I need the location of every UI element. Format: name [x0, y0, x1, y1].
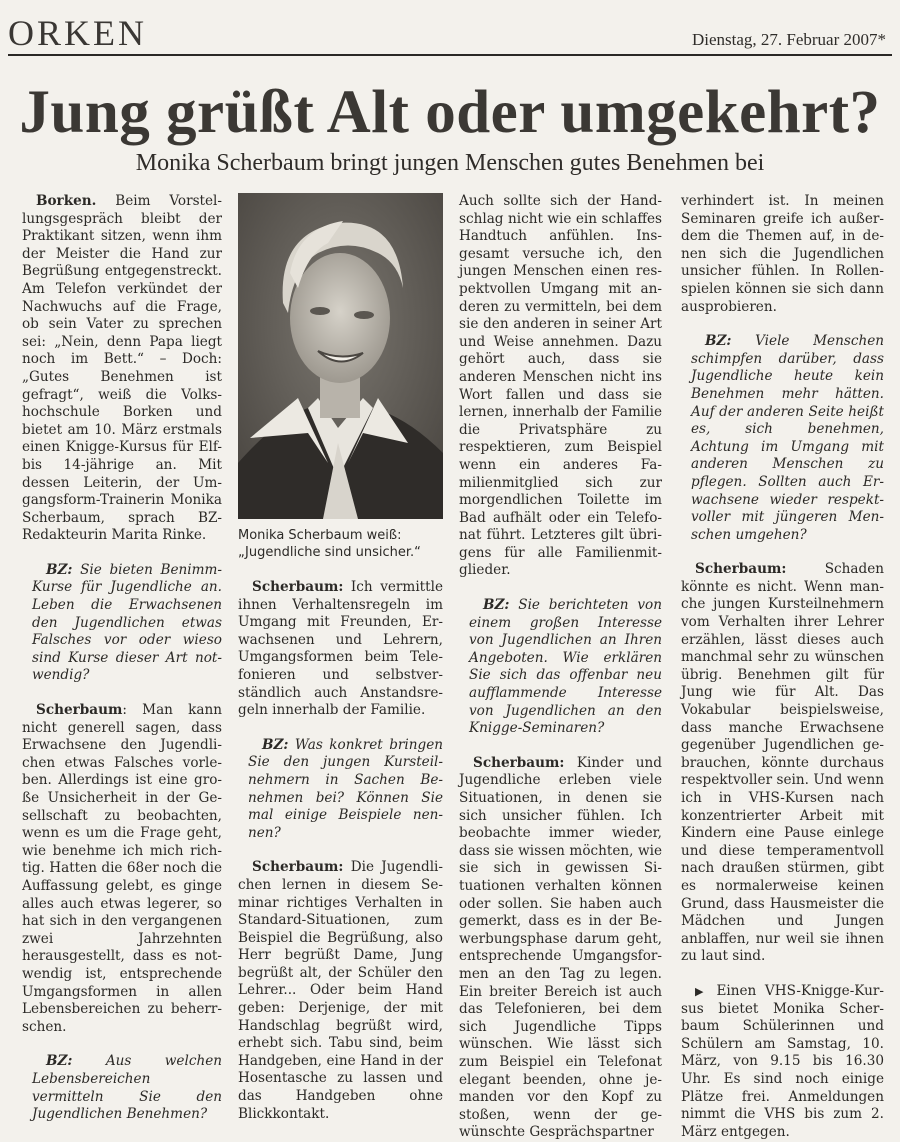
answer-label: Scherbaum: — [695, 561, 787, 578]
question-label: BZ: — [46, 561, 73, 578]
answer-4-continued: verhindert ist. In meinen Seminaren greife ich außerdem die Themen auf, in denen sich die Jugendlichen unsicher fühlen. In Rollenspielen können sie sich dann ausprobieren. — [681, 193, 884, 315]
headline: Jung grüßt Alt oder umgekehrt? — [19, 79, 881, 146]
answer-label: Scherbaum: — [252, 579, 344, 595]
publication-date: Dienstag, 27. Februar 2007* — [691, 30, 886, 49]
answer-label: Scherbaum: — [252, 859, 344, 876]
answer-label: Scherbaum: — [473, 754, 565, 771]
lead-paragraph: Borken. Beim Vorstellungsgespräch bleibt der Praktikant sitzen, wenn ihm der Meister die Hand zur Begrüßung entgegenstreckt. Am Telefon verkündet der Nachwuchs auf die Frage, ob sein Vater zu sprechen sei: „Nein, denn Papa liegt noch im Bett.“ – Doch: „Gutes Benehmen ist gefragt“, weiß die Volkshochschule Borken und bietet am 10. März erstmals einen Knigge-Kursus für Elf- bis 14-jährige an. Mit dessen Leiterin, der Umgangsform-Trainerin Monika Scherbaum, sprach BZ-Redakteurin Marita Rinke. — [22, 193, 222, 544]
column-4 — [681, 193, 884, 1141]
answer-1: Scherbaum: Man kann nicht generell sagen, dass Erwachsene den Jugendlichen etwas Falsches vorleben. Allerdings ist eine große Unsicherheit in der Gesellschaft zu beobachten, wenn es um die Frage geht, wie benehme ich mich richtig. Hatten die 68er noch die Auffassung gelebt, es ginge alles auch etwas legerer, so hat sich in den vergangenen zwei Jahrzehnten herausgestellt, dass es notwendig ist, entsprechende Umgangsformen in allen Lebensbereichen zu beherrschen. — [22, 702, 222, 1035]
masthead — [8, 14, 892, 56]
question-4: BZ: Sie berichteten von einem großen Interesse von Jugendlichen an Ihren Angeboten. Wie erklären Sie sich das offenbar neu aufflammende Interesse von Jugendlichen an den Knigge-Seminaren? — [469, 597, 662, 737]
subheadline: Monika Scherbaum bringt jungen Menschen gutes Benehmen bei — [135, 150, 765, 176]
question-label: BZ: — [705, 333, 732, 350]
answer-4: Scherbaum: Kinder und Jugendliche erleben viele Situationen, in denen sie sich unsicher fühlen. Ich beobachte immer wieder, dass sie wissen möchten, wie sie sich in gewissen Situationen verhalten können oder sollen. Sie haben auch gemerkt, dass es in der Bewerbungsphase darum geht, entsprechende Umgangsformen an den Tag zu legen. Ein breiter Bereich ist auch das Telefonieren, bei dem sich Jugendliche Tipps wünschen. Wie lässt sich zum Beispiel ein Telefonat elegant beenden, ohne jemanden vor den Kopf zu stoßen, wenn der gewünschte Gesprächspartner — [459, 754, 662, 1141]
answer-5: Scherbaum: Schaden könnte es nicht. Wenn manche jungen Kursteilnehmern vom Verhalten ihrer Lehrer erzählen, lässt dieses auch manchmal sehr zu wünschen übrig. Benehmen gilt für Jung wie für Alt. Das Vokabular beispielsweise, dass manche Erwachsene gegenüber Jugendlichen gebrauchen, könnte durchaus respektvoller sein. Und wenn ich in VHS-Kursen nach konzentrierter Arbeit mit Kindern eine Pause einlege und diese temperamentvoll nach draußen stürmen, gibt es normalerweise keinen Grund, dass Hausmeister die Mädchen und Jungen anblaffen, nur weil sie ihnen zu laut sind. — [681, 561, 884, 965]
column-2 — [238, 193, 443, 1123]
answer-3-continued: Auch sollte sich der Handschlag nicht wie ein schlaffes Handtuch anfühlen. Insgesamt versuche ich, den jungen Menschen einen respektvollen Umgang mit anderen zu vermitteln, bei dem sie den anderen in seiner Art und Weise annehmen. Dazu gehört auch, dass sie anderen Menschen nicht ins Wort fallen und dass sie lernen, innerhalb der Familie die Privatsphäre zu respektieren, zum Beispiel wenn ein anderes Familienmitglied sich zur morgendlichen Toilette im Bad aufhält oder ein Telefonat führt. Letzteres gilt übrigens für alle Familienmitglieder. — [459, 193, 662, 579]
question-1: BZ: Sie bieten Benimm-Kurse für Jugendliche an. Leben die Erwachsenen den Jugendlichen etwas Falsches vor oder wieso sind Kurse dieser Art notwendig? — [32, 561, 222, 684]
question-label: BZ: — [262, 736, 289, 753]
dateline: Borken. — [36, 193, 97, 209]
portrait-illustration — [238, 193, 443, 519]
answer-3: Scherbaum: Die Jugendlichen lernen in diesem Seminar richtiges Verhalten in Standard-Situationen, zum Beispiel die Begrüßung, also Herr begrüßt Dame, Jung begrüßt alt, der Schüler den Lehrer... Oder beim Hand geben: Derjenige, der mit Handschlag begrüßt wird, erhebt sich. Tabu sind, beim Handgeben, eine Hand in der Hosentasche zu lassen und das Handgeben ohne Blickkontakt. — [238, 859, 443, 1122]
column-3 — [459, 193, 662, 1142]
course-info-box: ▶ Einen VHS-Knigge-Kursus bietet Monika Scherbaum Schülerinnen und Schülern am Samstag, 10. März, von 9.15 bis 16.30 Uhr. Es sind noch einige Plätze frei. Anmeldungen nimmt die VHS bis zum 2. März entgegen. — [681, 982, 884, 1140]
question-2: BZ: Aus welchen Lebensbereichen vermitteln Sie den Jugendlichen Benehmen? — [32, 1053, 222, 1123]
answer-2: Scherbaum: Ich vermittle ihnen Verhaltensregeln im Umgang mit Freunden, Erwachsenen und Lehrern, Umgangsformen beim Telefonieren und selbstverständlich auch Anstandsregeln innerhalb der Familie. — [238, 579, 443, 719]
column-1 — [22, 193, 222, 1124]
question-3: BZ: Was konkret bringen Sie den jungen Kursteilnehmern in Sachen Benehmen bei? Können Sie mal einige Beispiele nennen? — [248, 736, 443, 841]
question-label: BZ: — [483, 597, 510, 614]
photo-caption: Monika Scherbaum weiß: „Jugendliche sind unsicher.“ — [238, 528, 421, 560]
portrait-photo-icon — [238, 193, 443, 519]
answer-label: Scherbaum — [36, 702, 123, 719]
question-label: BZ: — [46, 1053, 73, 1070]
arrow-right-icon: ▶ — [695, 984, 708, 998]
section-name: ORKEN — [8, 13, 147, 53]
question-5: BZ: Viele Menschen schimpfen darüber, dass Jugendliche heute kein Benehmen mehr hätten. Auf der anderen Seite heißt es, sich benehmen, Achtung im Umgang mit anderen Menschen zu pflegen. Sollten auch Erwachsene wieder respektvoller mit jüngeren Menschen umgehen? — [691, 333, 884, 543]
